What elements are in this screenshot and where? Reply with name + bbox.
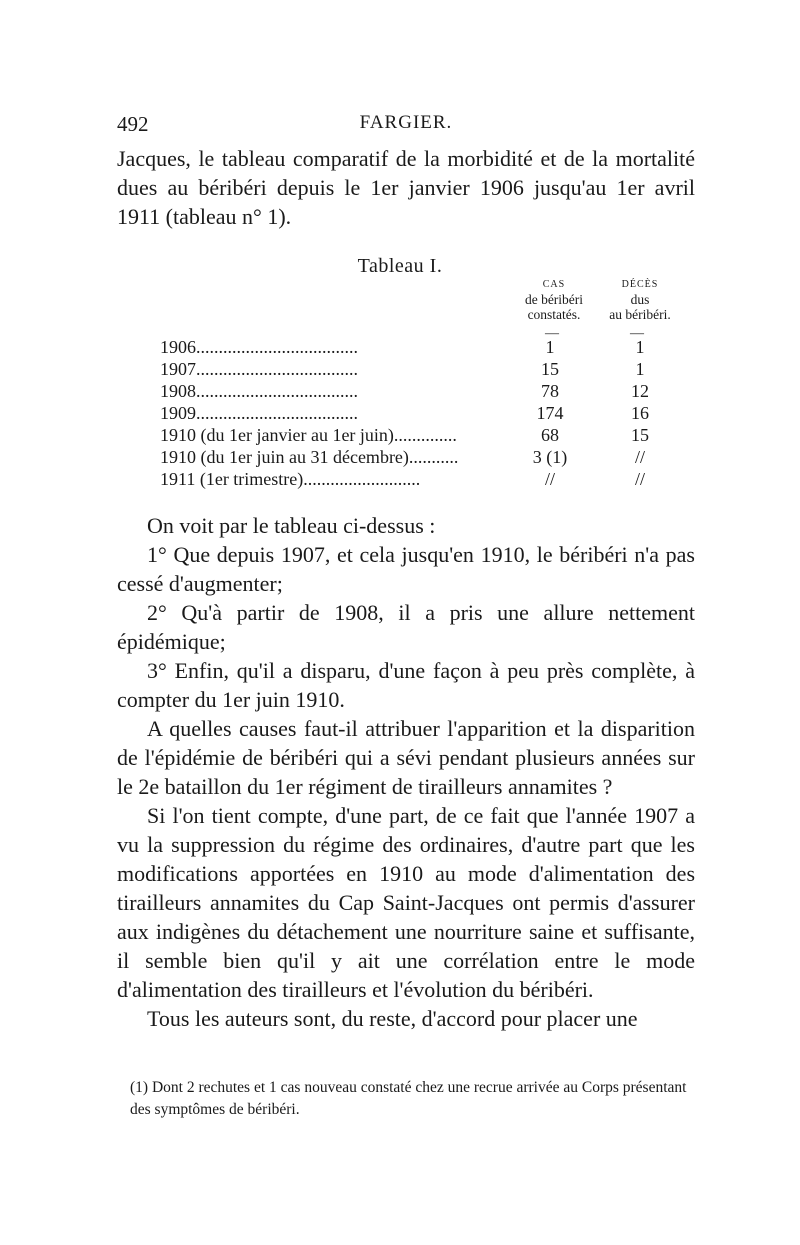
table-row [160, 468, 680, 490]
column-dash-deces: — [630, 326, 644, 341]
column-header-deces-line2: au béribéri. [609, 307, 671, 322]
row-deces: 1 [635, 337, 645, 357]
table-row [160, 358, 680, 380]
column-header-deces-small: DÉCÈS [621, 279, 659, 290]
paragraph: 1° Que depuis 1907, et cela jusqu'en 1910, le béribéri n'a pas cessé d'augmenter; [117, 542, 695, 596]
page-header [117, 112, 695, 140]
table-body [160, 336, 680, 490]
paragraph: A quelles causes faut-il attribuer l'apparition et la disparition de l'épidémie de béribéri qui a sévi pendant plusieurs années sur le 2e bataillon du 1er régiment de tirailleurs annamites ? [117, 716, 695, 799]
row-label: 1911 (1er trimestre).......................... [160, 469, 421, 489]
row-label: 1908.................................... [160, 381, 358, 401]
column-header-deces-line1: dus [630, 292, 650, 307]
row-cas: 174 [536, 403, 564, 423]
row-cas: 68 [541, 425, 559, 445]
table-row [160, 402, 680, 424]
row-label: 1907.................................... [160, 359, 358, 379]
row-deces: 1 [635, 359, 645, 379]
analysis-text [117, 511, 695, 1033]
table-row [160, 380, 680, 402]
row-label: 1909.................................... [160, 403, 358, 423]
row-cas: 1 [545, 337, 555, 357]
paragraph: 3° Enfin, qu'il a disparu, d'une façon à peu près complète, à compter du 1er juin 1910. [117, 658, 695, 712]
page-number: 492 [117, 112, 149, 136]
paragraph: Si l'on tient compte, d'une part, de ce fait que l'année 1907 a vu la suppression du régime des ordinaires, d'autre part que les modifications apportées en 1910 au mode d'alimentation des tirailleurs annamites du Cap Saint-Jacques ont permis d'assurer aux indigènes du détachement une nourriture saine et suffisante, il semble bien qu'il y ait une corrélation entre le mode d'alimentation des tirailleurs et l'évolution du béribéri. [117, 803, 695, 1002]
row-cas: 78 [541, 381, 559, 401]
row-cas: 3 (1) [532, 447, 568, 467]
row-label: 1910 (du 1er juin au 31 décembre)........... [160, 447, 459, 467]
column-header-cas-line1: de béribéri [524, 292, 584, 307]
column-dash-cas: — [545, 326, 559, 341]
footnote: (1) Dont 2 rechutes et 1 cas nouveau constaté chez une recrue arrivée au Corps présentant des symptômes de béribéri. [130, 1079, 687, 1118]
column-header-deces [595, 277, 685, 322]
row-deces: 16 [631, 403, 649, 423]
paragraph: 2° Qu'à partir de 1908, il a pris une allure nettement épidémique; [117, 600, 695, 654]
column-header-cas-small: CAS [542, 279, 566, 290]
row-label: 1910 (du 1er janvier au 1er juin).............. [160, 425, 457, 445]
running-head: FARGIER. [359, 112, 453, 133]
intro-paragraph: Jacques, le tableau comparatif de la morbidité et de la mortalité dues au béribéri depuis le 1er janvier 1906 jusqu'au 1er avril 1911 (tableau n° 1). [117, 146, 695, 229]
table-row [160, 446, 680, 468]
paragraph: Tous les auteurs sont, du reste, d'accord pour placer une [147, 1006, 638, 1031]
table-title: Tableau I. [357, 255, 443, 277]
table-row [160, 424, 680, 446]
row-label: 1906.................................... [160, 337, 358, 357]
row-cas: 15 [541, 359, 559, 379]
paragraph: On voit par le tableau ci-dessus : [147, 513, 436, 538]
row-deces: 15 [631, 425, 649, 445]
column-header-cas-line2: constatés. [527, 307, 581, 322]
column-header-cas [508, 277, 600, 322]
table-row [160, 336, 680, 358]
row-cas: // [544, 469, 555, 489]
row-deces: // [634, 447, 645, 467]
row-deces: 12 [631, 381, 649, 401]
row-deces: // [634, 469, 645, 489]
